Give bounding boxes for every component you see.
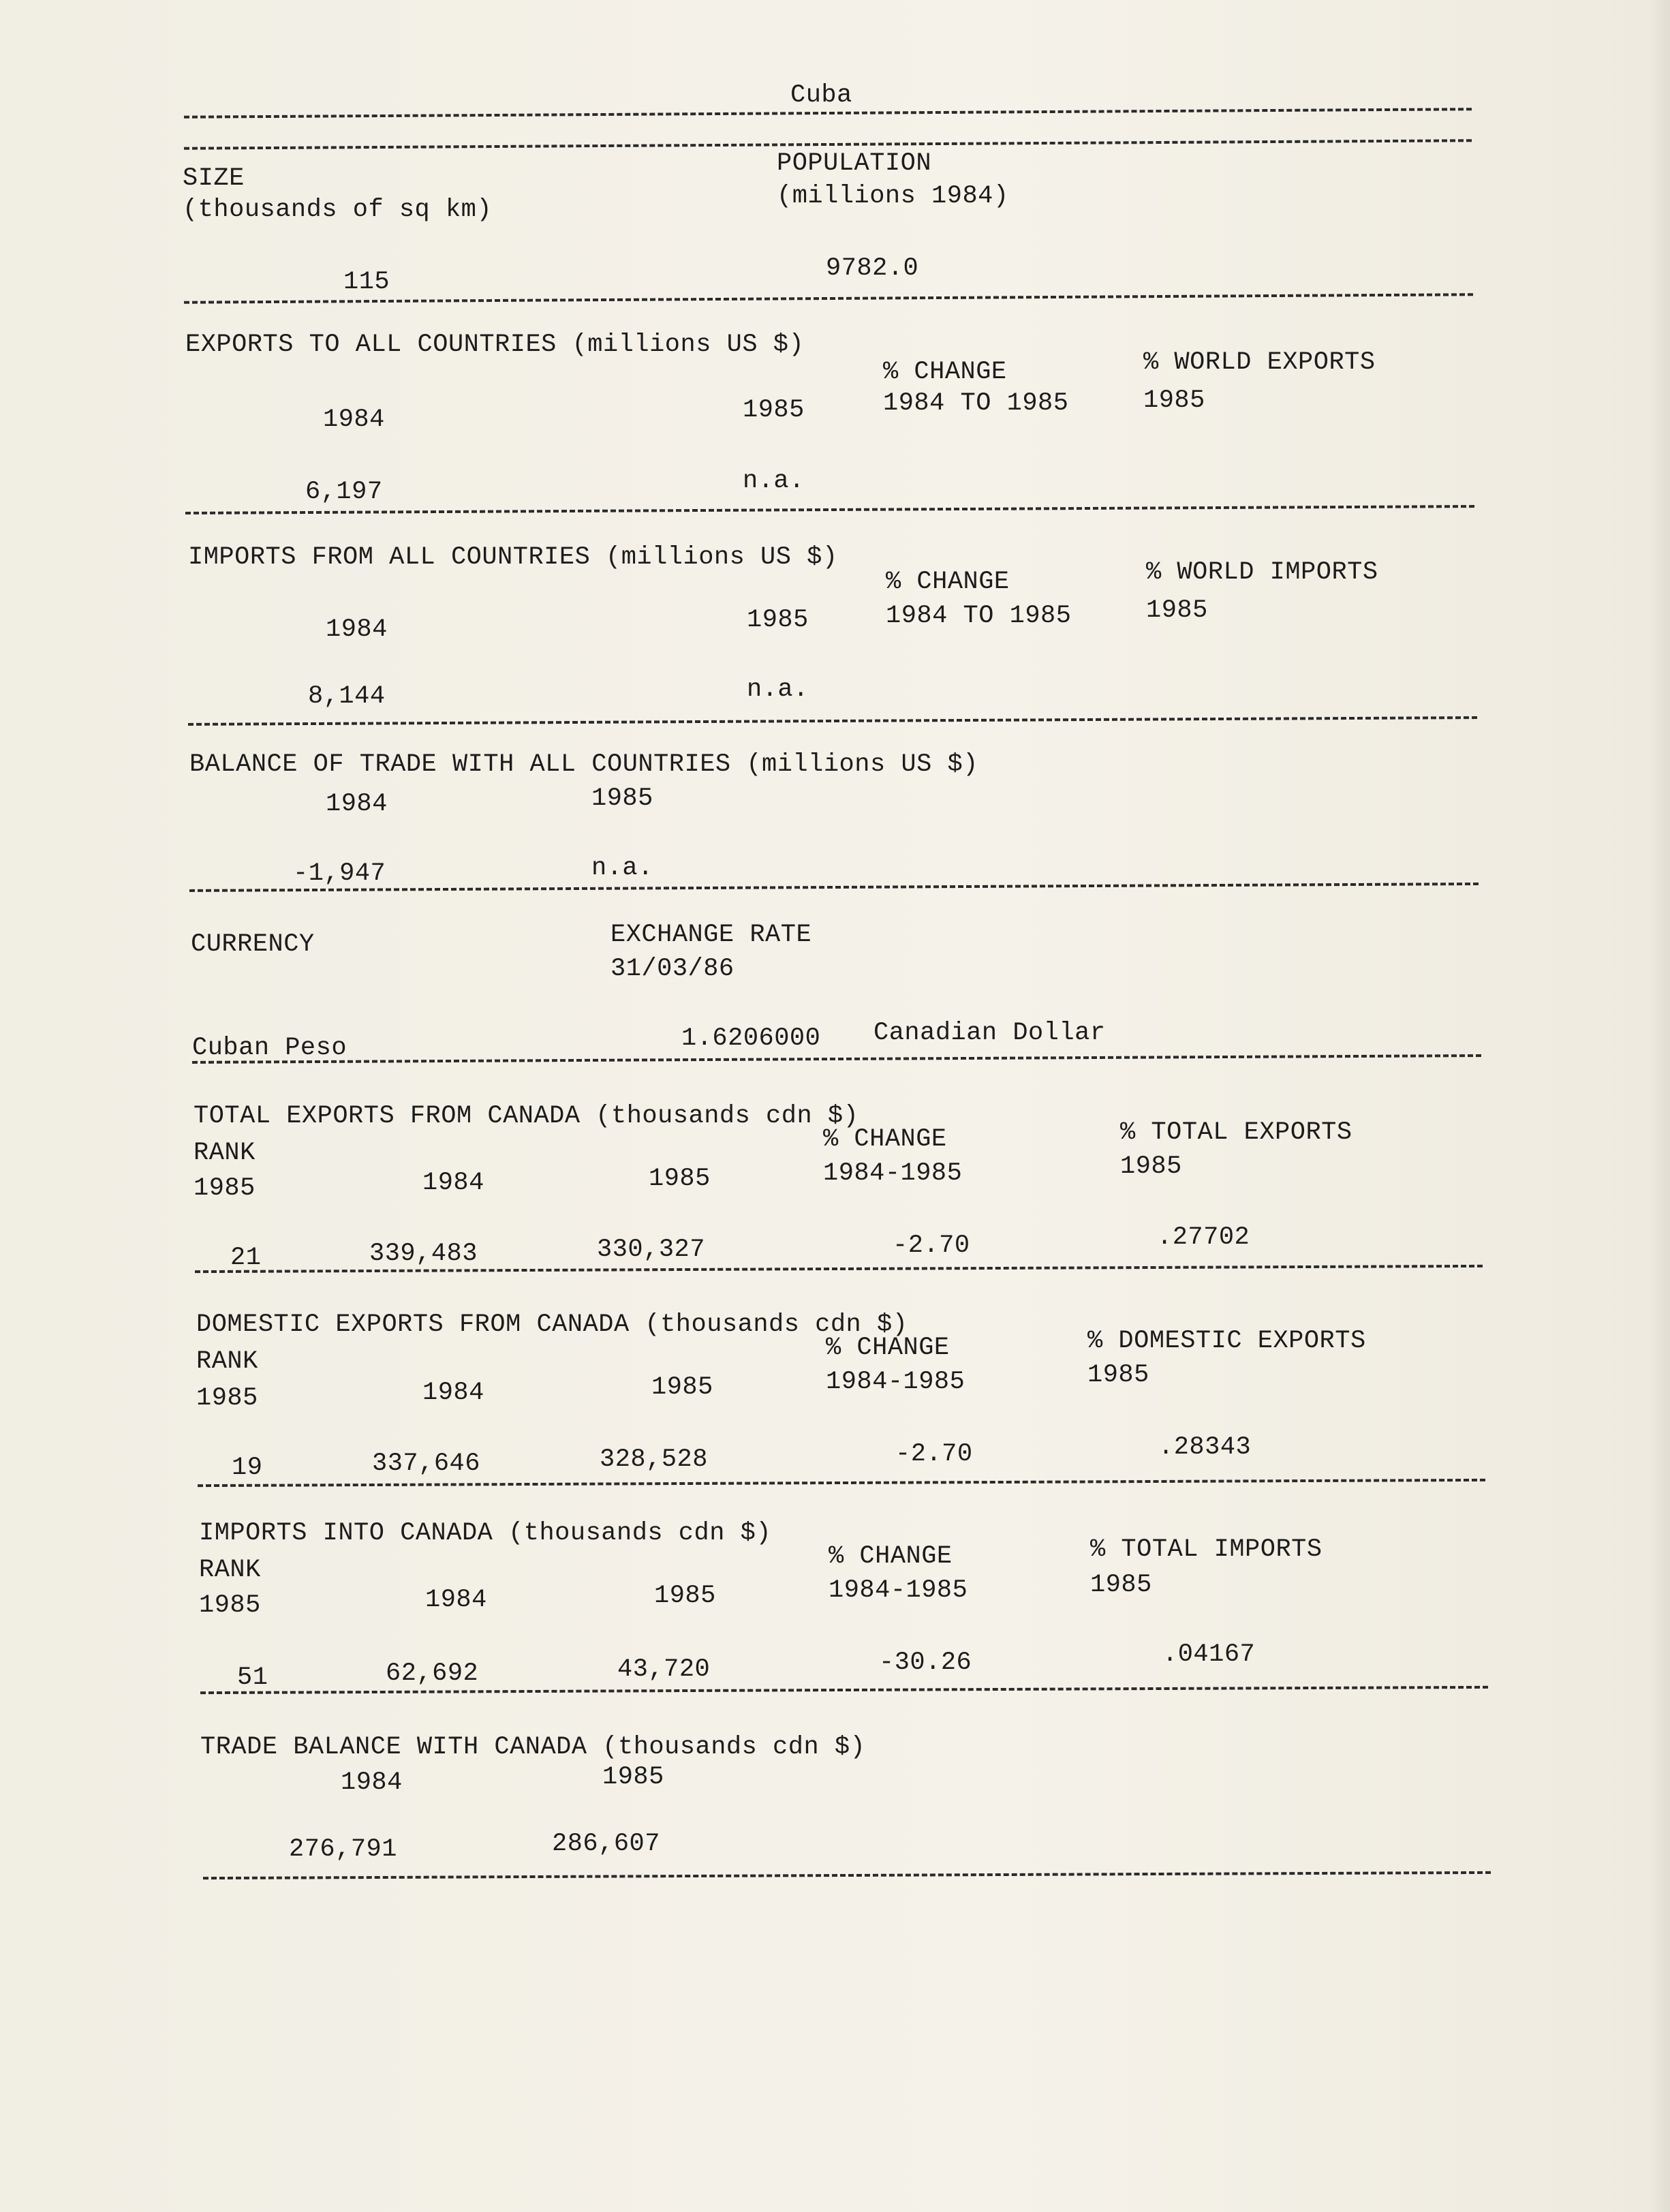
imports-all-change-label: % CHANGE <box>886 568 1010 596</box>
domestic-exports-year-1984: 1984 <box>422 1379 484 1407</box>
imports-all-change-period: 1984 TO 1985 <box>886 602 1072 630</box>
exports-all-change-label: % CHANGE <box>883 358 1007 386</box>
total-exports-share: .27702 <box>1157 1223 1250 1252</box>
balance-all-value-1984: -1,947 <box>293 859 386 888</box>
total-exports-value-1984: 339,483 <box>369 1240 478 1268</box>
domestic-exports-share-year: 1985 <box>1087 1361 1149 1389</box>
trade-balance-canada-value-1984: 276,791 <box>289 1835 397 1864</box>
total-exports-change-label: % CHANGE <box>823 1125 947 1154</box>
exports-all-change-period: 1984 TO 1985 <box>883 389 1069 418</box>
imports-canada-value-1985: 43,720 <box>617 1655 711 1684</box>
currency-name: Cuban Peso <box>192 1034 347 1062</box>
exports-all-year-1985: 1985 <box>743 396 805 425</box>
imports-canada-share-label: % TOTAL IMPORTS <box>1090 1535 1323 1564</box>
balance-all-year-1985: 1985 <box>591 784 653 813</box>
imports-canada-heading: IMPORTS INTO CANADA (thousands cdn $) <box>199 1519 772 1548</box>
total-exports-year-1985: 1985 <box>649 1165 711 1193</box>
exports-all-value-1984: 6,197 <box>305 478 383 506</box>
total-exports-year-1984: 1984 <box>422 1169 484 1197</box>
domestic-exports-rank: 19 <box>232 1454 263 1482</box>
bottom-dashed-rule <box>203 1871 1491 1879</box>
total-exports-rank-label: RANK <box>194 1139 256 1167</box>
exports-all-heading: EXPORTS TO ALL COUNTRIES (millions US $) <box>185 331 805 359</box>
domestic-exports-heading: DOMESTIC EXPORTS FROM CANADA (thousands cdn $) <box>196 1310 908 1339</box>
imports-canada-year-1985: 1985 <box>654 1582 716 1610</box>
exports-all-world-label: % WORLD EXPORTS <box>1143 348 1376 377</box>
imports-canada-change-period: 1984-1985 <box>829 1576 968 1605</box>
dashed-rule <box>188 716 1477 726</box>
imports-canada-value-1984: 62,692 <box>386 1659 479 1688</box>
imports-canada-change: -30.26 <box>879 1648 972 1677</box>
exchange-rate-date: 31/03/86 <box>610 955 735 983</box>
imports-canada-rank-label: RANK <box>199 1556 261 1584</box>
imports-all-world-year: 1985 <box>1146 596 1208 625</box>
imports-canada-share: .04167 <box>1162 1640 1256 1669</box>
imports-canada-year-1984: 1984 <box>425 1586 487 1614</box>
population-label: POPULATION <box>777 149 932 178</box>
imports-all-year-1984: 1984 <box>326 615 388 644</box>
total-exports-change-period: 1984-1985 <box>823 1159 963 1188</box>
exports-all-world-year: 1985 <box>1143 386 1205 415</box>
imports-all-year-1985: 1985 <box>747 606 809 634</box>
total-exports-heading: TOTAL EXPORTS FROM CANADA (thousands cdn $) <box>194 1102 859 1131</box>
exports-all-year-1984: 1984 <box>323 405 385 434</box>
currency-label: CURRENCY <box>191 930 315 959</box>
domestic-exports-rank-year: 1985 <box>196 1384 258 1413</box>
imports-all-heading: IMPORTS FROM ALL COUNTRIES (millions US $) <box>188 543 838 572</box>
exchange-rate-label: EXCHANGE RATE <box>610 921 812 949</box>
imports-all-value-1985: n.a. <box>747 675 809 704</box>
domestic-exports-rank-label: RANK <box>196 1347 258 1376</box>
total-exports-value-1985: 330,327 <box>597 1235 705 1264</box>
domestic-exports-share: .28343 <box>1158 1433 1252 1462</box>
exchange-rate-unit: Canadian Dollar <box>873 1019 1106 1047</box>
size-unit-label: (thousands of sq km) <box>183 196 493 224</box>
imports-all-world-label: % WORLD IMPORTS <box>1146 558 1378 587</box>
trade-balance-canada-value-1985: 286,607 <box>552 1830 660 1858</box>
domestic-exports-change: -2.70 <box>895 1440 973 1469</box>
domestic-exports-value-1984: 337,646 <box>372 1449 480 1478</box>
domestic-exports-change-label: % CHANGE <box>826 1334 950 1362</box>
dashed-rule <box>198 1479 1485 1487</box>
trade-balance-canada-year-1985: 1985 <box>602 1763 664 1792</box>
total-exports-rank-year: 1985 <box>194 1174 256 1203</box>
total-exports-share-year: 1985 <box>1120 1152 1182 1181</box>
balance-all-value-1985: n.a. <box>591 854 653 882</box>
population-unit-label: (millions 1984) <box>777 182 1009 211</box>
size-value: 115 <box>343 268 390 296</box>
domestic-exports-change-period: 1984-1985 <box>826 1368 965 1396</box>
total-exports-rank: 21 <box>230 1244 262 1272</box>
total-exports-share-label: % TOTAL EXPORTS <box>1120 1118 1352 1147</box>
exchange-rate-value: 1.6206000 <box>681 1024 821 1053</box>
imports-canada-change-label: % CHANGE <box>829 1542 953 1571</box>
imports-all-value-1984: 8,144 <box>308 682 386 711</box>
domestic-exports-year-1985: 1985 <box>651 1373 713 1402</box>
balance-all-heading: BALANCE OF TRADE WITH ALL COUNTRIES (millions US $) <box>189 750 978 779</box>
imports-canada-rank-year: 1985 <box>199 1591 261 1620</box>
trade-balance-canada-year-1984: 1984 <box>341 1768 403 1797</box>
page-title: Cuba <box>790 81 852 110</box>
trade-balance-canada-heading: TRADE BALANCE WITH CANADA (thousands cdn $) <box>200 1733 866 1762</box>
imports-canada-rank: 51 <box>237 1663 268 1692</box>
dashed-rule <box>192 1054 1481 1064</box>
total-exports-change: -2.70 <box>893 1231 970 1260</box>
balance-all-year-1984: 1984 <box>326 790 388 818</box>
population-value: 9782.0 <box>826 254 919 283</box>
page-edge-shadow <box>1650 0 1670 2212</box>
exports-all-value-1985: n.a. <box>743 467 805 495</box>
domestic-exports-share-label: % DOMESTIC EXPORTS <box>1087 1327 1366 1355</box>
imports-canada-share-year: 1985 <box>1090 1571 1152 1599</box>
domestic-exports-value-1985: 328,528 <box>600 1445 708 1474</box>
size-label: SIZE <box>183 164 245 193</box>
